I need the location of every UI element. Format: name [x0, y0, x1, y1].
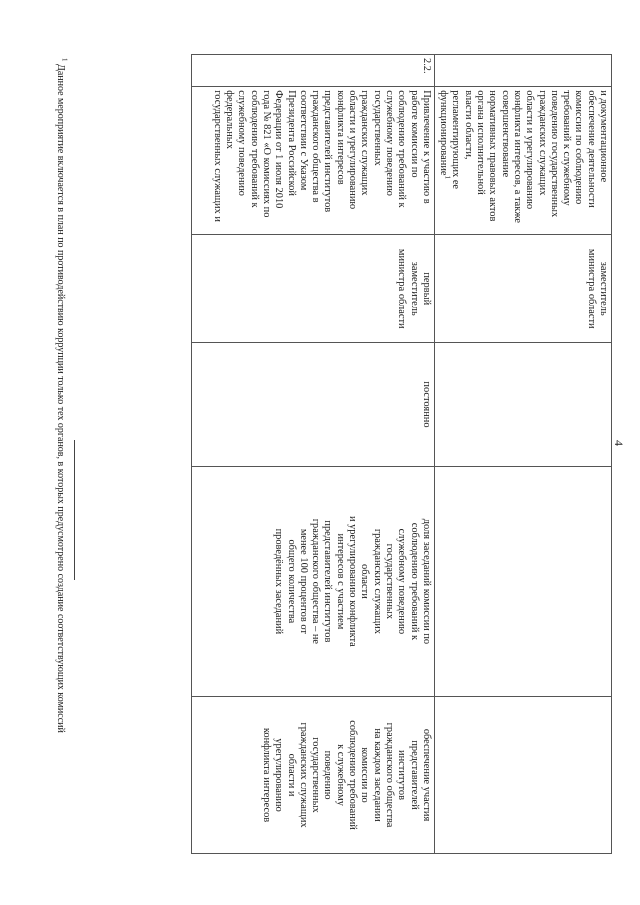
text-line: гражданских служащих: [297, 722, 309, 828]
table-row: [191, 55, 434, 854]
row-number-cell: [434, 55, 611, 87]
text-line: государственных служащих и: [211, 90, 223, 222]
footnote-mark: 1: [443, 175, 452, 179]
result-cell: [191, 697, 434, 854]
text-line: Федерации от 1 июля 2010: [273, 90, 285, 209]
text-line: поведению государственных: [548, 90, 560, 218]
text-line: соблюдению требований к: [248, 90, 260, 208]
term-cell: постоянно: [191, 343, 434, 467]
indicator-cell: [434, 466, 611, 696]
text-line: федеральных: [224, 90, 236, 149]
footnote-separator: [74, 440, 75, 580]
text-line: функционирование$^1$: [438, 90, 452, 179]
text-line: соблюдению требований к: [396, 90, 408, 208]
measure-text: [211, 90, 432, 231]
text-line: представителей институтов: [322, 90, 334, 213]
text-line: интересов с участием: [334, 533, 346, 630]
footnote: [55, 58, 69, 733]
text-line: министра области: [585, 248, 597, 329]
text-line: области и урегулированию: [524, 90, 536, 210]
text-line: урегулированию: [273, 738, 285, 812]
term-cell: [434, 343, 611, 467]
text-line: служебному поведению: [383, 90, 395, 196]
table-row: [434, 55, 611, 854]
measure-cell: [434, 87, 611, 235]
text-line: области и: [285, 753, 297, 797]
text-line: гражданских служащих: [536, 90, 548, 196]
result-text: [260, 700, 432, 850]
text-line: комиссии по соблюдению: [573, 90, 585, 205]
text-line: заместитель: [408, 261, 420, 316]
text-line: проведённых заседаний: [273, 528, 285, 635]
measure-text: [437, 90, 609, 231]
row-number-cell: 2.2.: [191, 55, 434, 87]
text-line: обеспечение деятельности: [585, 90, 597, 208]
text-line: требований к служебному: [561, 90, 573, 206]
text-line: гражданского общества – не: [310, 518, 322, 645]
text-line: служебному поведению: [236, 90, 248, 196]
text-line: государственных: [371, 90, 383, 166]
text-line: и документационное: [598, 90, 609, 183]
text-line: комиссии по: [359, 747, 371, 803]
indicator-cell: [191, 466, 434, 696]
footnote-number: 1: [60, 58, 69, 62]
result-cell: [434, 697, 611, 854]
text-line: соблюдению требований к: [408, 522, 420, 641]
text-line: года № 821 «О комиссиях по: [260, 90, 272, 218]
text-line: Президента Российской: [285, 90, 297, 196]
text-line: первый: [420, 272, 432, 306]
text-line: на каждом заседании: [371, 728, 383, 822]
text-line: министра области: [396, 248, 408, 329]
indicator-text: [272, 470, 432, 693]
text-line: нормативных правовых актов: [487, 90, 499, 222]
text-line: гражданских служащих: [359, 90, 371, 196]
text-line: общего количества: [285, 539, 297, 624]
text-line: к служебному: [334, 744, 346, 806]
text-line: поведению: [322, 750, 334, 800]
text-line: институтов: [396, 750, 408, 800]
executor-cell: [191, 235, 434, 343]
text-line: государственных: [383, 543, 395, 620]
anticorruption-plan-table: [191, 54, 612, 854]
text-line: представителей институтов: [322, 520, 334, 643]
footnote-text: Данное мероприятие включается в план по противодействию коррупции только тех органов, в которых предусмотрено создание соответствующих комиссий: [55, 64, 66, 733]
executor-text: [395, 238, 432, 339]
text-line: области: [359, 564, 371, 599]
text-line: служебному поведению: [396, 528, 408, 635]
text-line: совершенствование: [499, 90, 511, 178]
text-line: соответствии с Указом: [297, 90, 309, 191]
text-line: гражданского общества в: [310, 90, 322, 203]
page-number: 4: [612, 440, 626, 446]
text-line: государственных: [310, 737, 322, 813]
text-line: органа исполнительной: [475, 90, 487, 195]
text-line: представителей: [408, 740, 420, 810]
text-line: конфликта интересов: [260, 727, 272, 823]
text-line: гражданских служащих: [371, 528, 383, 634]
text-line: работе комиссии по: [408, 90, 420, 178]
executor-cell: [434, 235, 611, 343]
text-line: соблюдению требований: [347, 720, 359, 830]
text-line: менее 100 процентов от: [297, 528, 309, 634]
text-line: и урегулированию конфликта: [347, 515, 359, 647]
text-line: области и урегулированию: [347, 90, 359, 210]
text-line: заместитель: [598, 261, 609, 316]
text-line: власти области,: [462, 90, 474, 160]
text-line: регламентирующих ее: [450, 90, 462, 190]
text-line: конфликта интересов, а также: [511, 90, 523, 223]
text-line: конфликта интересов: [334, 90, 346, 185]
text-line: обеспечение участия: [420, 728, 432, 822]
measure-cell: [191, 87, 434, 235]
text-line: доля заседаний комиссии по: [420, 518, 432, 645]
executor-text: [584, 238, 609, 339]
text-line: гражданского общества: [383, 722, 395, 828]
text-line: Привлечение к участию в: [420, 90, 432, 204]
